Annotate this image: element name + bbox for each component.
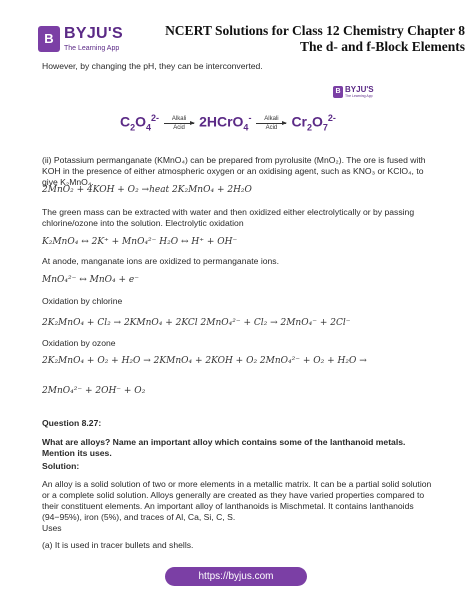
byjus-logo [38,24,123,53]
question-line1: What are alloys? Name an important alloy which contains some of the lanthanoid metals. [42,437,406,447]
ozone-label: Oxidation by ozone [42,338,116,348]
green-mass-line1: The green mass can be extracted with water and then oxidized either electrolytically or by passing [42,207,415,217]
question-number: Question 8.27: [42,418,102,428]
solution-line1: An alloy is a solid solution of two or more elements in a metallic matrix. It can be a partial solid solution [42,479,432,489]
reaction-arrow-1: Alkali Acid [164,116,194,131]
equation-ozone-2: 2MnO₄²⁻ + 2OH⁻ + O₂ [42,386,146,396]
header-title: NCERT Solutions for Class 12 Chemistry Chapter 8 [165,23,465,38]
equation-anode: MnO₄²⁻ ↔ MnO₄ + e⁻ [42,275,139,285]
intro-text: However, by changing the pH, they can be interconverted. [42,61,263,71]
footer-link[interactable]: https://byjus.com [165,567,307,586]
brand-tagline: The Learning App [64,45,120,52]
equation-ozone-1: 2K₂MnO₄ + O₂ + H₂O → 2KMnO₄ + 2KOH + O₂ 2MnO₄²⁻ + O₂ + H₂O → [42,356,367,366]
anode-text: At anode, manganate ions are oxidized to permanganate ions. [42,256,279,266]
badge-name: BYJU'S [345,85,374,94]
use-a: (a) It is used in tracer bullets and shells. [42,540,194,550]
uses-label: Uses [42,523,62,533]
chlorine-label: Oxidation by chlorine [42,296,123,306]
section-ii-line1: (ii) Potassium permanganate (KMnO₄) can be prepared from pyrolusite (MnO₂). The ore is fused with [42,155,426,165]
badge-tagline: The Learning App [345,94,373,98]
chromate-dichromate-equilibrium [120,108,336,138]
byjus-badge-icon: B [333,86,343,98]
solution-line2: or a complete solid solution. Alloys generally are created as they have varied properties compared to [42,490,425,500]
solution-line3: their constituent elements. An important alloy of lanthanoids is Mischmetal. It contains lanthanoids [42,501,414,511]
solution-line4: (94−95%), iron (5%), and traces of Al, Ca, Si, C, S. [42,512,236,522]
intermediate-formula: 2HCrO$_4$- [199,113,252,133]
reactant-formula: $C_2O_4^{2-}$ [120,113,160,133]
equation-fusion: 2MnO₂ + 4KOH + O₂ →heat 2K₂MnO₄ + 2H₂O [42,185,252,195]
section-ii-line2: KOH in the presence of either atmospheric oxygen or an oxidising agent, such as KNO₃ or KClO₄, to [42,166,424,176]
section-ii-line3: give K₂MnO₄. [42,177,94,187]
watermark-badge [333,85,374,98]
equation-electrolytic: K₂MnO₄ ↔ 2K⁺ + MnO₄²⁻ H₂O ↔ H⁺ + OH⁻ [42,237,238,247]
brand-name: BYJU'S [64,25,123,42]
question-line2: Mention its uses. [42,448,112,458]
equation-chlorine: 2K₂MnO₄ + Cl₂ → 2KMnO₄ + 2KCl 2MnO₄²⁻ + Cl₂ → 2MnO₄⁻ + 2Cl⁻ [42,318,351,328]
byjus-logo-icon: B [38,26,60,52]
product-formula: $Cr_2O_7^{2-}$ [291,113,336,133]
header-subtitle: The d- and f-Block Elements [299,39,465,54]
solution-label: Solution: [42,461,80,471]
green-mass-line2: chlorine/ozone into the solution. Electrolytic oxidation [42,218,244,228]
reaction-arrow-2: Alkali Acid [256,116,286,131]
